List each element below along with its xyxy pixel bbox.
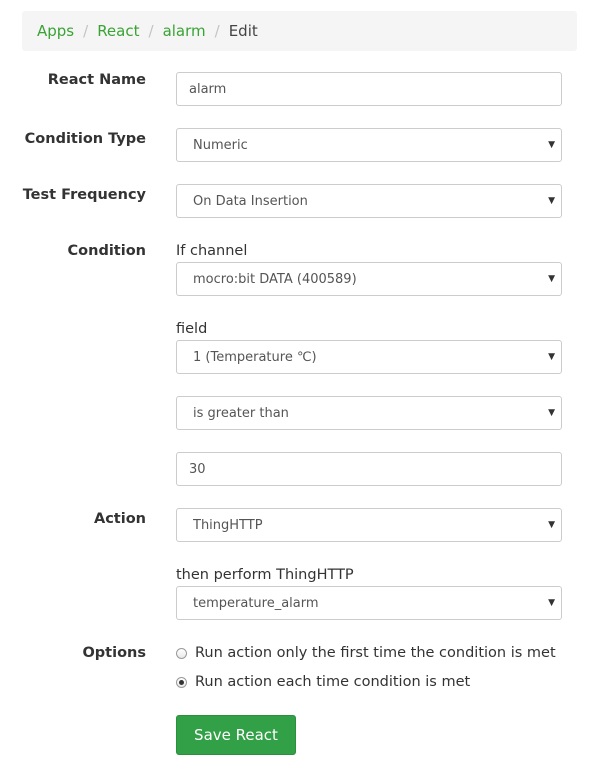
test-frequency-value: On Data Insertion <box>193 193 308 209</box>
breadcrumb-separator: / <box>214 22 220 40</box>
option-each-time-label: Run action each time condition is met <box>195 674 471 690</box>
thinghttp-value: temperature_alarm <box>193 595 319 611</box>
threshold-input[interactable] <box>176 452 562 486</box>
caret-down-icon: ▼ <box>548 352 555 362</box>
react-name-input[interactable] <box>176 72 562 106</box>
breadcrumb-apps[interactable]: Apps <box>37 22 75 40</box>
test-frequency-label: Test Frequency <box>22 187 146 203</box>
action-select[interactable] <box>176 508 562 542</box>
action-value: ThingHTTP <box>193 517 263 533</box>
condition-type-label: Condition Type <box>24 131 146 147</box>
caret-down-icon: ▼ <box>548 520 555 530</box>
option-first-time-label: Run action only the first time the condition is met <box>195 645 556 661</box>
breadcrumb-alarm[interactable]: alarm <box>162 22 206 40</box>
radio-checked-icon[interactable] <box>176 677 187 688</box>
action-label: Action <box>93 511 146 527</box>
caret-down-icon: ▼ <box>548 140 555 150</box>
field-label: field <box>176 321 208 337</box>
react-name-label: React Name <box>47 72 146 88</box>
test-frequency-select[interactable] <box>176 184 562 218</box>
if-channel-label: If channel <box>176 243 248 259</box>
caret-down-icon: ▼ <box>548 598 555 608</box>
save-react-button[interactable]: Save React <box>176 715 296 755</box>
thinghttp-select[interactable] <box>176 586 562 620</box>
breadcrumb <box>22 11 577 51</box>
options-label: Options <box>82 645 146 661</box>
breadcrumb-separator: / <box>148 22 154 40</box>
operator-select[interactable] <box>176 396 562 430</box>
caret-down-icon: ▼ <box>548 408 555 418</box>
caret-down-icon: ▼ <box>548 274 555 284</box>
condition-type-value: Numeric <box>193 137 248 153</box>
field-select[interactable] <box>176 340 562 374</box>
then-perform-label: then perform ThingHTTP <box>176 567 354 583</box>
condition-label: Condition <box>67 243 146 259</box>
field-value: 1 (Temperature ℃) <box>193 349 317 365</box>
threshold-value: 30 <box>189 461 206 477</box>
breadcrumb-separator: / <box>83 22 89 40</box>
condition-type-select[interactable] <box>176 128 562 162</box>
react-name-value: alarm <box>189 81 227 97</box>
channel-select[interactable] <box>176 262 562 296</box>
option-each-time[interactable] <box>176 674 470 690</box>
operator-value: is greater than <box>193 405 289 421</box>
caret-down-icon: ▼ <box>548 196 555 206</box>
option-first-time[interactable] <box>176 645 556 661</box>
breadcrumb-react[interactable]: React <box>97 22 140 40</box>
channel-value: mocro:bit DATA (400589) <box>193 271 357 287</box>
breadcrumb-edit: Edit <box>228 22 258 40</box>
radio-icon[interactable] <box>176 648 187 659</box>
